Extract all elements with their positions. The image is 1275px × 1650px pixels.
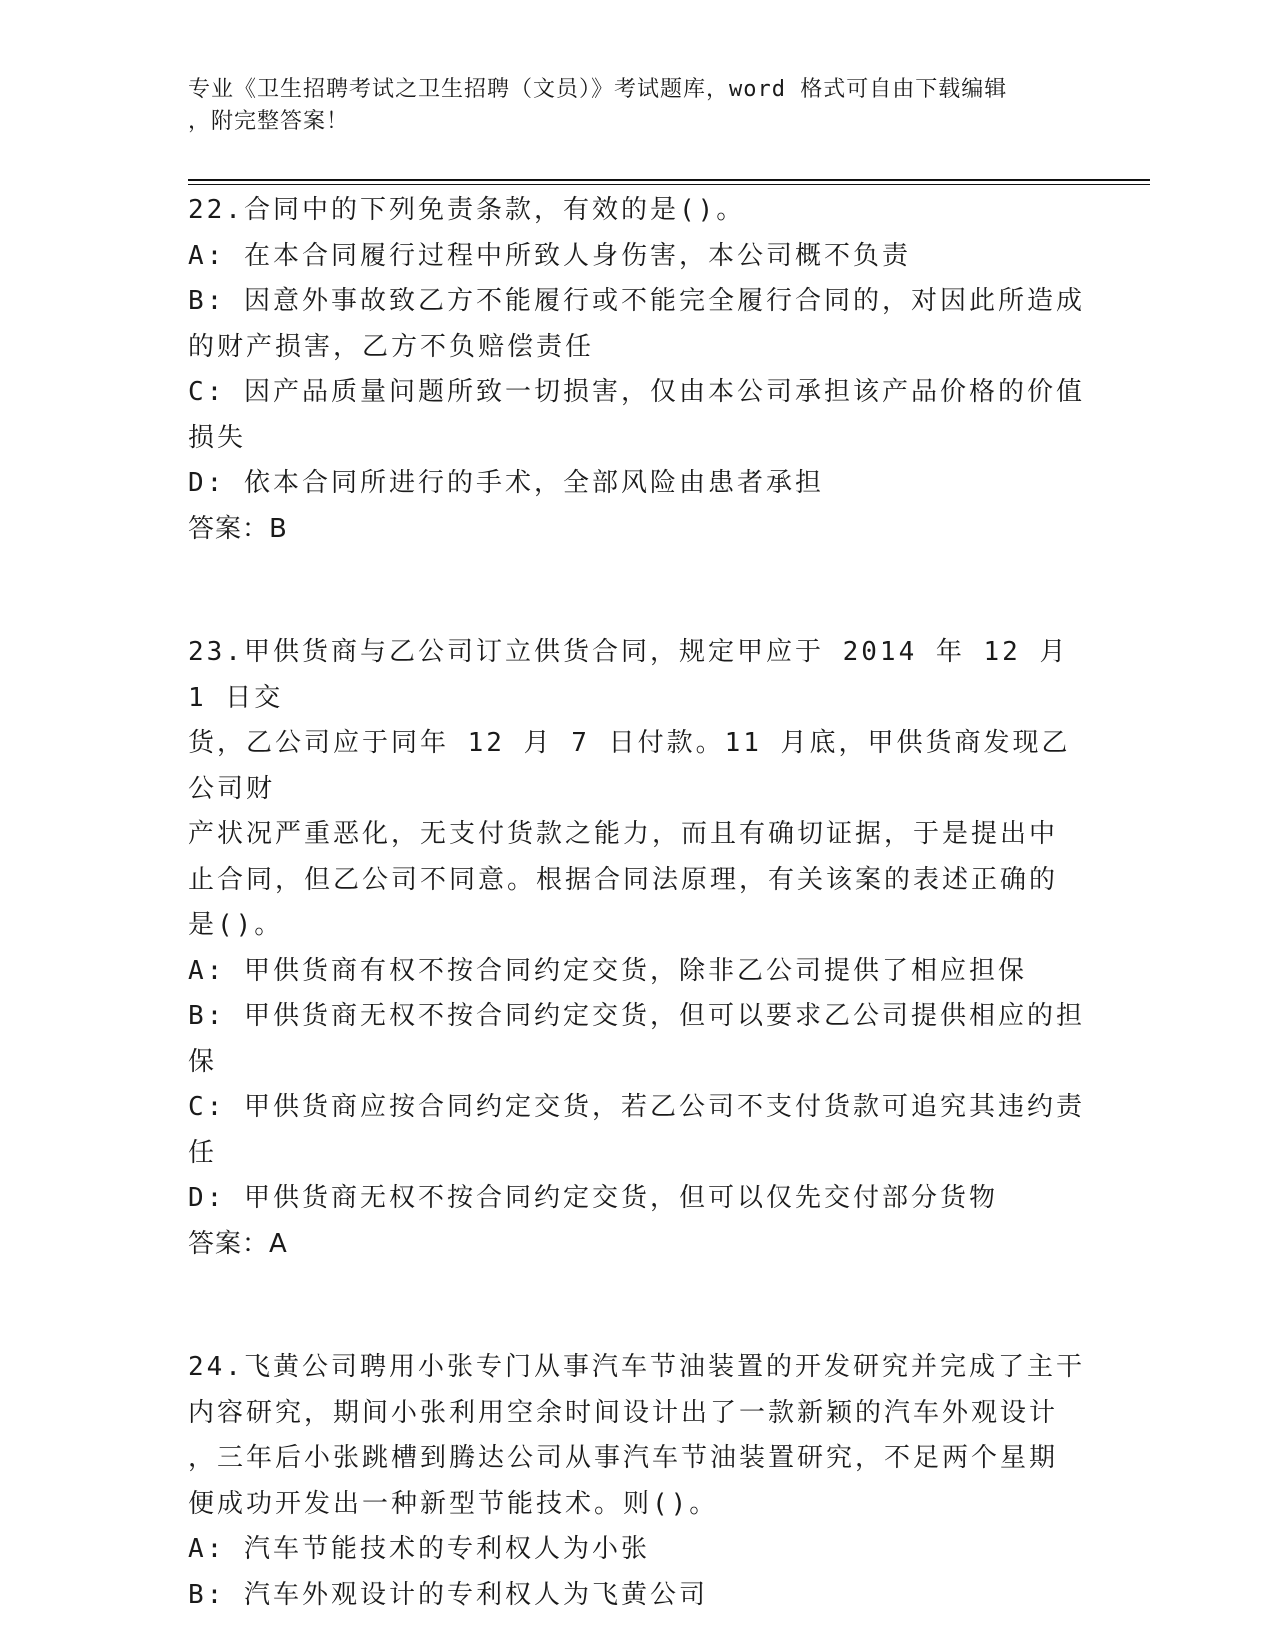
- option-d: [188, 1176, 1088, 1222]
- header-divider-thin: [188, 184, 1150, 185]
- question-stem-line: 货，乙公司应于同年 12 月 7 日付款。11 月底，甲供货商发现乙公司财: [188, 728, 1071, 804]
- question-stem-line: 23.甲供货商与乙公司订立供货合同，规定甲应于 2014 年 12 月 1 日交: [188, 637, 1069, 713]
- question-stem-line: 是()。: [188, 910, 284, 940]
- option-b: [188, 994, 1088, 1085]
- question-stem-line: 24.飞黄公司聘用小张专门从事汽车节油装置的开发研究并完成了主干: [188, 1352, 1085, 1382]
- option-a: [188, 1527, 1088, 1573]
- question-stem-line: 内容研究，期间小张利用空余时间设计出了一款新颖的汽车外观设计: [188, 1397, 1059, 1428]
- option-a: [188, 234, 1088, 280]
- answer-label: 答案：A: [188, 1228, 288, 1259]
- question-stem-line: ，三年后小张跳槽到腾达公司从事汽车节油装置研究，不足两个星期: [188, 1443, 1059, 1473]
- option-c: [188, 1085, 1088, 1176]
- option-line: A: 在本合同履行过程中所致人身伤害，本公司概不负责: [188, 240, 911, 271]
- question-stem-line: 产状况严重恶化，无支付货款之能力，而且有确切证据，于是提出中: [188, 819, 1059, 849]
- option-line: B: 因意外事故致乙方不能履行或不能完全履行合同的，对因此所造成: [188, 286, 1085, 316]
- option-b: [188, 279, 1088, 370]
- option-line: 的财产损害，乙方不负赔偿责任: [188, 331, 595, 362]
- question-24: [188, 1345, 1088, 1618]
- option-line: 损失: [188, 422, 247, 453]
- question-list: [188, 188, 1088, 1618]
- header-divider-thick: [188, 179, 1150, 181]
- option-line: A: 甲供货商有权不按合同约定交货，除非乙公司提供了相应担保: [188, 955, 1027, 986]
- question-stem-line: 止合同，但乙公司不同意。根据合同法原理，有关该案的表述正确的: [188, 864, 1059, 895]
- header-line-1: 专业《卫生招聘考试之卫生招聘（文员）》考试题库，word 格式可自由下载编辑: [188, 77, 1008, 102]
- option-line: D: 依本合同所进行的手术，全部风险由患者承担: [188, 468, 824, 498]
- question-23: [188, 630, 1088, 1267]
- header-line-2: ，附完整答案！: [188, 109, 350, 134]
- option-c: [188, 370, 1088, 461]
- question-stem-line: 22.合同中的下列免责条款，有效的是()。: [188, 195, 746, 225]
- option-b: [188, 1573, 1088, 1619]
- question-stem-line: 便成功开发出一种新型节能技术。则()。: [188, 1488, 719, 1519]
- option-line: D: 甲供货商无权不按合同约定交货，但可以仅先交付部分货物: [188, 1183, 998, 1213]
- option-line: B: 甲供货商无权不按合同约定交货，但可以要求乙公司提供相应的担: [188, 1001, 1085, 1031]
- option-line: B: 汽车外观设计的专利权人为飞黄公司: [188, 1579, 708, 1610]
- option-line: 保: [188, 1046, 218, 1077]
- option-line: C: 因产品质量问题所致一切损害，仅由本公司承担该产品价格的价值: [188, 377, 1085, 407]
- answer-label: 答案：B: [188, 513, 288, 544]
- question-22: [188, 188, 1088, 552]
- option-line: A: 汽车节能技术的专利权人为小张: [188, 1534, 650, 1564]
- option-d: [188, 461, 1088, 507]
- option-line: 任: [188, 1137, 218, 1168]
- document-header: [188, 74, 1088, 138]
- option-a: [188, 949, 1088, 995]
- option-line: C: 甲供货商应按合同约定交货，若乙公司不支付货款可追究其违约责: [188, 1092, 1085, 1122]
